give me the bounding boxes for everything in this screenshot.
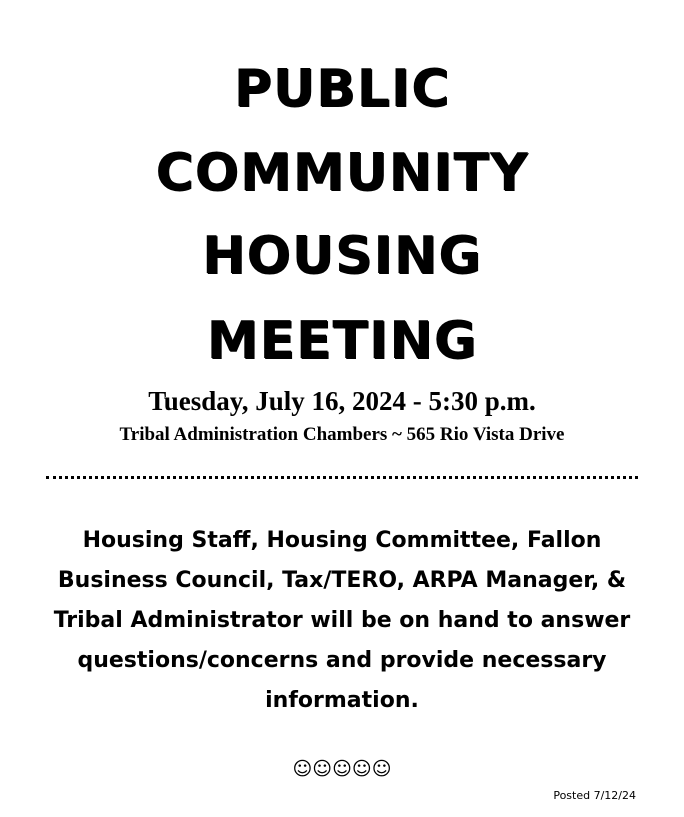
title-line-3: HOUSING	[202, 226, 482, 286]
smiley-icons: ☺☺☺☺☺	[292, 758, 392, 780]
meeting-location: Tribal Administration Chambers ~ 565 Rio Vista Drive	[119, 424, 565, 445]
attendees-description: Housing Staff, Housing Committee, Fallon Business Council, Tax/TERO, ARPA Manager, & Tribal Administrator will be on hand to answer questions/concerns and provide necessary information.	[53, 528, 631, 713]
meeting-date-time: Tuesday, July 16, 2024 - 5:30 p.m.	[148, 386, 536, 416]
dotted-divider	[46, 476, 638, 479]
title-line-1: PUBLIC	[233, 59, 451, 119]
title-line-4: MEETING	[206, 311, 478, 371]
title-line-2: COMMUNITY	[155, 143, 529, 203]
posted-date: Posted 7/12/24	[553, 789, 636, 802]
